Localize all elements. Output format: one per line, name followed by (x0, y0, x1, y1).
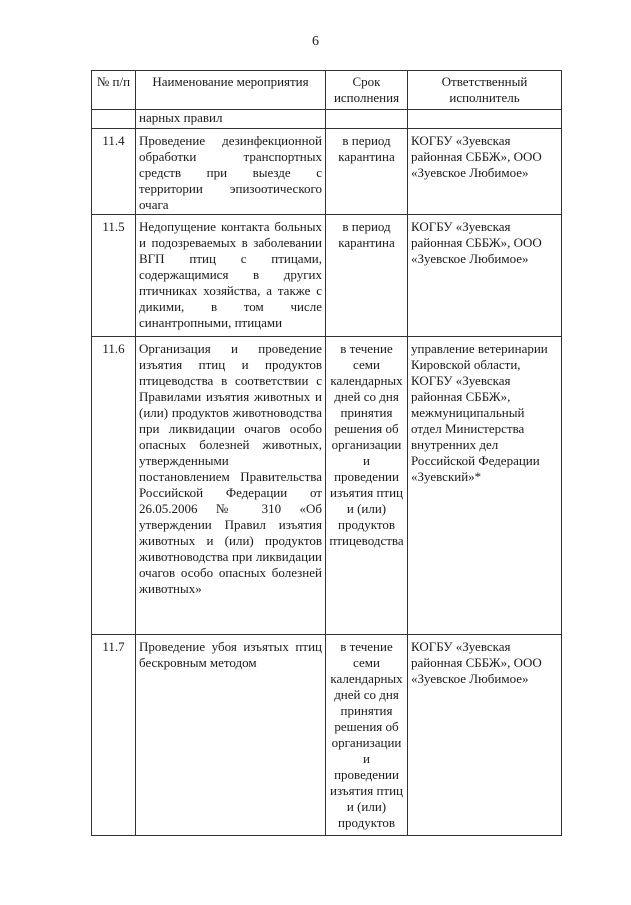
measures-table (91, 70, 562, 836)
row-term: в течение семи календарных дней со дня принятия решения об организации и проведении изъятия птиц и (или) продуктов птицеводства (326, 337, 408, 635)
table-row (92, 337, 562, 635)
row-num: 11.5 (92, 215, 136, 337)
row-responsible: КОГБУ «Зуевская районная СББЖ», ООО «Зуевское Любимое» (408, 215, 562, 337)
table-row (92, 129, 562, 215)
header-name: Наименование мероприятия (136, 71, 326, 110)
row-responsible: управление ветеринарии Кировской области, КОГБУ «Зуевская районная СББЖ», межмуниципальный отдел Министерства внутренних дел Российской Федерации «Зуевский»* (408, 337, 562, 635)
header-term: Срок исполнения (326, 71, 408, 110)
row-num: 11.6 (92, 337, 136, 635)
header-responsible: Ответственный исполнитель (408, 71, 562, 110)
row-responsible (408, 110, 562, 129)
row-name: Проведение убоя изъятых птиц бескровным методом (136, 635, 326, 836)
header-num: № п/п (92, 71, 136, 110)
row-term: в период карантина (326, 129, 408, 215)
row-term: в течение семи календарных дней со дня принятия решения об организации и проведении изъятия птиц и (или) продуктов (326, 635, 408, 836)
page-number: 6 (312, 34, 319, 49)
row-name: нарных правил (136, 110, 326, 129)
row-name: Организация и проведение изъятия птиц и продуктов птицеводства в соответствии с Правилами изъятия животных и (или) продуктов животноводства при ликвидации очагов особо опасных болезней животных, утвержденными постановлением Правительства Российской Федерации от 26.05.2006 № 310 «Об утверждении Правил изъятия животных и (или) продуктов животноводства при ликвидации очагов особо опасных болезней животных» (136, 337, 326, 635)
row-num (92, 110, 136, 129)
row-responsible: КОГБУ «Зуевская районная СББЖ», ООО «Зуевское Любимое» (408, 129, 562, 215)
row-name: Недопущение контакта больных и подозреваемых в заболевании ВГП птиц с птицами, содержащимися в других птичниках хозяйства, а также с дикими, в том числе синантропными, птицами (136, 215, 326, 337)
table-row (92, 110, 562, 129)
row-term (326, 110, 408, 129)
row-name: Проведение дезинфекционной обработки транспортных средств при выезде с территории эпизоотического очага (136, 129, 326, 215)
row-num: 11.4 (92, 129, 136, 215)
table-row (92, 215, 562, 337)
row-num: 11.7 (92, 635, 136, 836)
row-responsible: КОГБУ «Зуевская районная СББЖ», ООО «Зуевское Любимое» (408, 635, 562, 836)
table-header-row (92, 71, 562, 110)
row-term: в период карантина (326, 215, 408, 337)
table-row (92, 635, 562, 836)
